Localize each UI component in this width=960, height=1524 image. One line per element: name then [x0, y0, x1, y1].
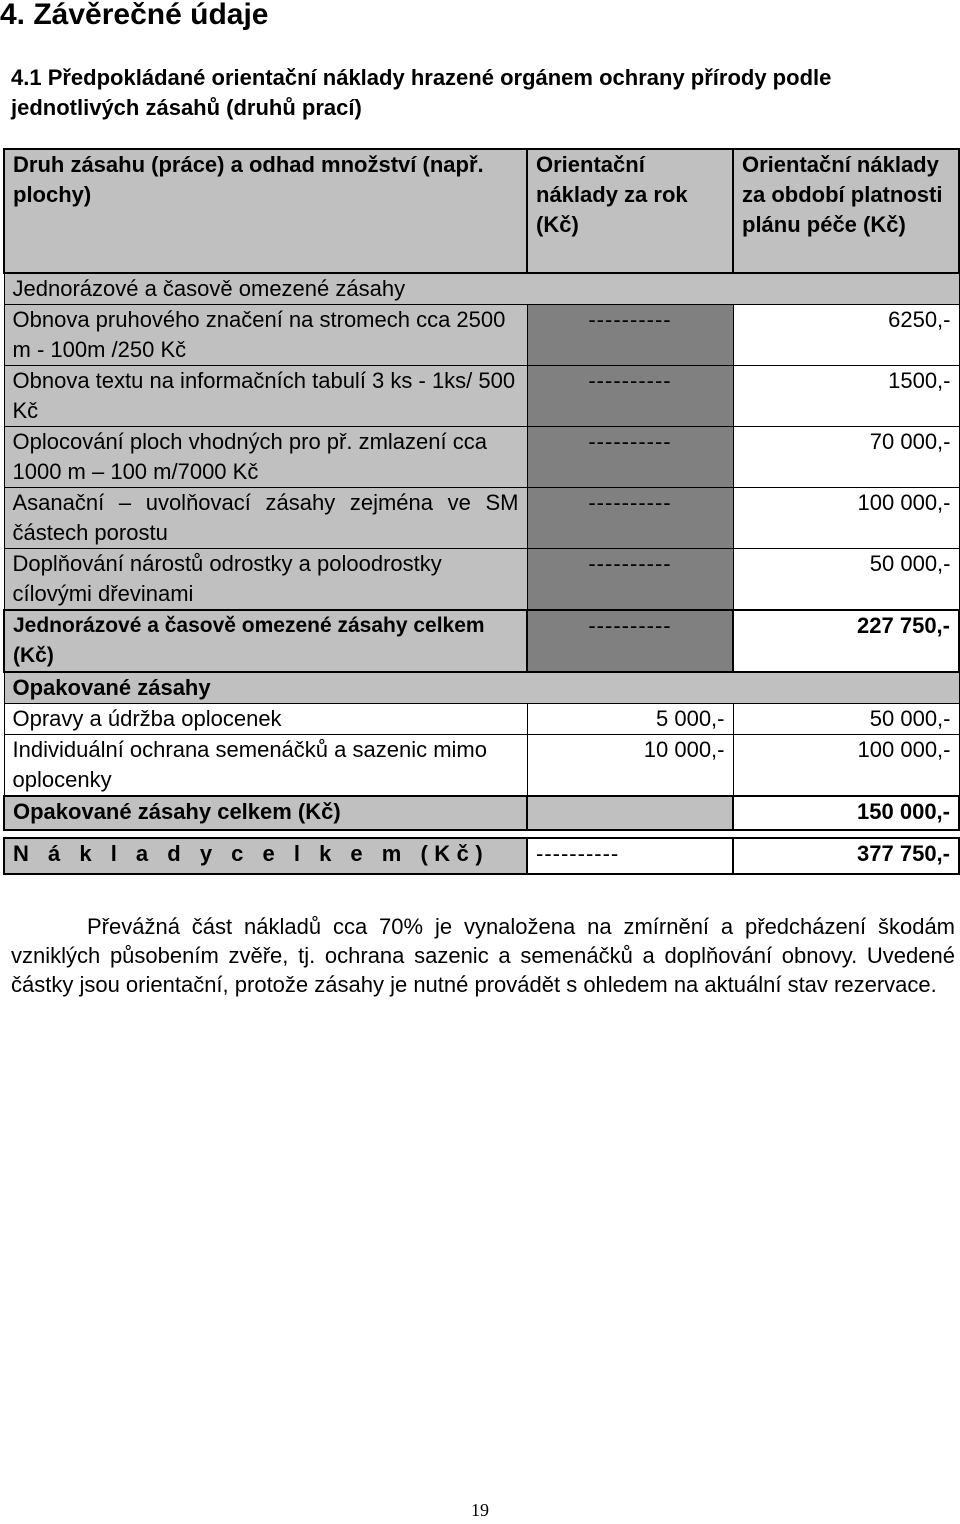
repeated-total-period: 150 000,- [733, 796, 959, 830]
summary-sentence-1: Převážná část nákladů cca 70% je vynaložena na zmírnění a předcházení škodám vzniklých působením zvěře, tj. ochrana sazenic a semenáčků a doplňování obnovy. [11, 914, 955, 968]
one-time-total-annual: ---------- [527, 610, 733, 672]
row-period: 100 000,- [733, 488, 959, 549]
one-time-total-label: Jednorázové a časově omezené zásahy celkem (Kč) [4, 610, 527, 672]
row-annual: ---------- [527, 549, 733, 611]
row-label: Individuální ochrana semenáčků a sazenic mimo oplocenky [4, 735, 527, 797]
repeated-total-row [4, 796, 959, 830]
row-label: Obnova pruhového značení na stromech cca 2500 m - 100m /250 Kč [4, 305, 527, 366]
row-annual: ---------- [527, 488, 733, 549]
row-annual: 10 000,- [527, 735, 733, 797]
repeated-total-label: Opakované zásahy celkem (Kč) [4, 796, 527, 830]
row-label: Obnova textu na informačních tabulí 3 ks - 1ks/ 500 Kč [4, 366, 527, 427]
table-row [4, 735, 959, 797]
subsection-title: 4.1 Předpokládané orientační náklady hrazené orgánem ochrany přírody podle jednotlivých zásahů (druhů prací) [11, 65, 832, 120]
table-row [4, 549, 959, 611]
row-period: 1500,- [733, 366, 959, 427]
one-time-total-row [4, 610, 959, 672]
row-label: Oplocování ploch vhodných pro př. zmlazení cca 1000 m – 100 m/7000 Kč [4, 427, 527, 488]
summary-paragraph [11, 912, 955, 999]
header-annual-cost: Orientační náklady za rok (Kč) [527, 149, 733, 273]
one-time-heading: Jednorázové a časově omezené zásahy [4, 273, 959, 305]
row-label: Asanační – uvolňovací zásahy zejména ve SM částech porostu [4, 488, 527, 549]
row-period: 6250,- [733, 305, 959, 366]
table-row [4, 305, 959, 366]
header-period-cost: Orientační náklady za období platnosti plánu péče (Kč) [733, 149, 959, 273]
table-row [4, 427, 959, 488]
grand-total-label: N á k l a d y c e l k e m (Kč) [13, 841, 490, 866]
page-number: 19 [471, 1500, 489, 1520]
row-label: Opravy a údržba oplocenek [4, 704, 527, 735]
row-period: 100 000,- [733, 735, 959, 797]
repeated-heading: Opakované zásahy [4, 672, 959, 704]
row-period: 50 000,- [733, 704, 959, 735]
table-row [4, 704, 959, 735]
row-annual: ---------- [527, 366, 733, 427]
header-work-type: Druh zásahu (práce) a odhad množství (např. plochy) [4, 149, 527, 273]
table-row [4, 366, 959, 427]
row-label: Doplňování nárostů odrostky a poloodrostky cílovými dřevinami [4, 549, 527, 611]
summary-sentence-2: Uvedené částky jsou orientační, protože zásahy je nutné provádět s ohledem na aktuální stav rezervace. [11, 943, 955, 997]
row-period: 50 000,- [733, 549, 959, 611]
grand-total-row [4, 838, 959, 874]
table-header-row [4, 149, 959, 273]
grand-total-period: 377 750,- [733, 838, 959, 874]
cost-table [3, 148, 960, 875]
spacer-row [4, 830, 959, 838]
row-period: 70 000,- [733, 427, 959, 488]
one-time-heading-row [4, 273, 959, 305]
grand-total-annual: ---------- [527, 838, 733, 874]
one-time-total-period: 227 750,- [733, 610, 959, 672]
row-annual: 5 000,- [527, 704, 733, 735]
repeated-total-annual [527, 796, 733, 830]
table-row [4, 488, 959, 549]
row-annual: ---------- [527, 305, 733, 366]
repeated-heading-row [4, 672, 959, 704]
row-annual: ---------- [527, 427, 733, 488]
section-title: 4. Závěrečné údaje [0, 0, 269, 31]
